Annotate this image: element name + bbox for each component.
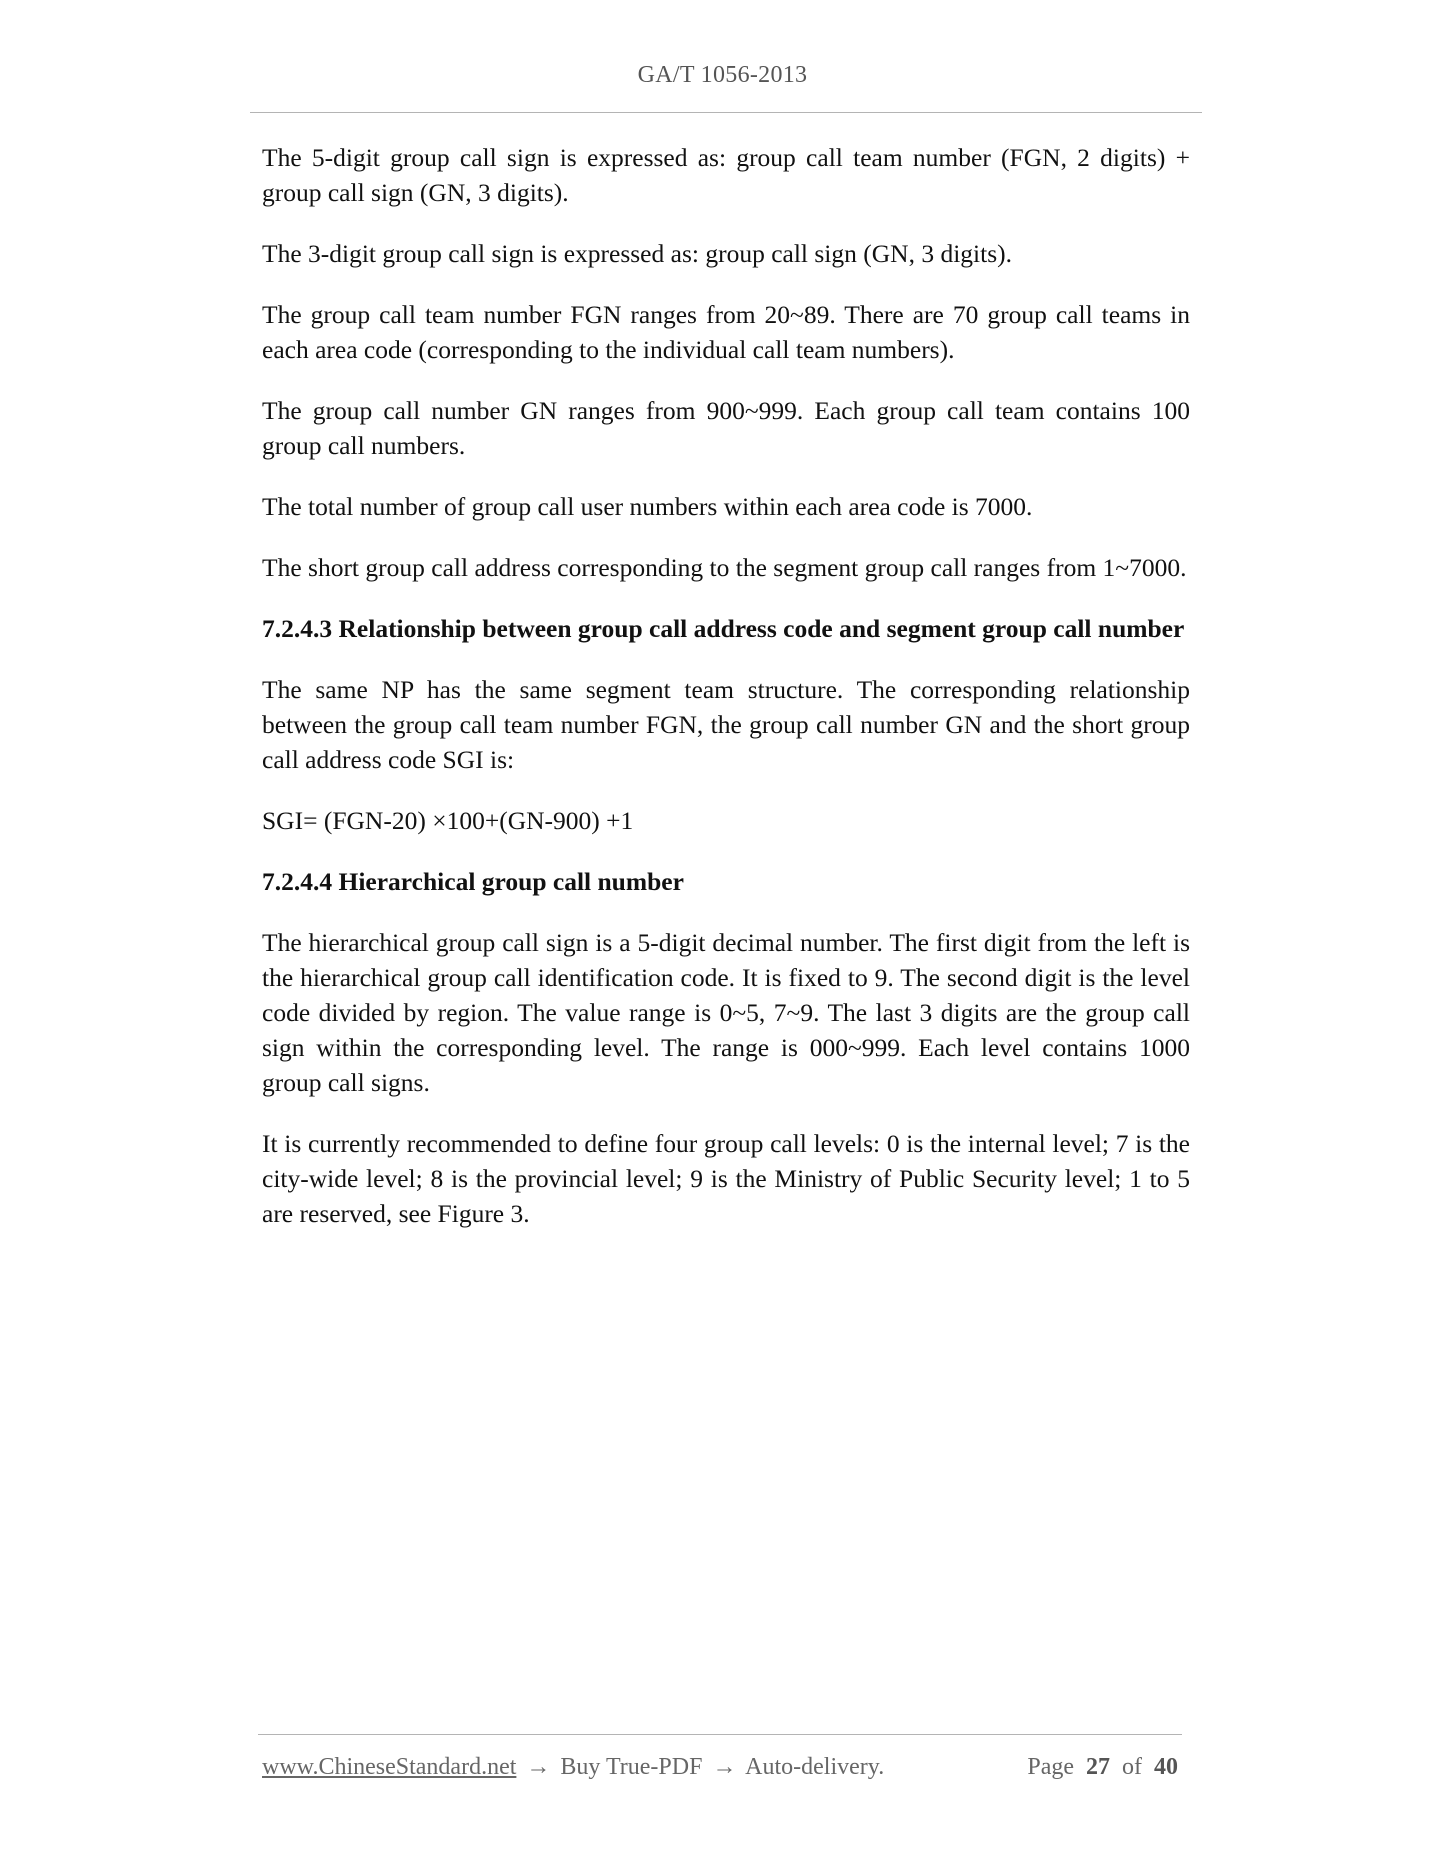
paragraph-total-numbers: The total number of group call user numbers within each area code is 7000.	[262, 492, 1033, 521]
site-link[interactable]: www.ChineseStandard.net	[262, 1754, 517, 1780]
arrow-right-icon: →	[526, 1754, 551, 1780]
paragraph-gn-range: The group call number GN ranges from 900~999. Each group call team contains 100 group call numbers.	[262, 396, 1190, 460]
paragraph-three-digit-call-sign: The 3-digit group call sign is expressed as: group call sign (GN, 3 digits).	[262, 239, 1012, 268]
arrow-right-icon: →	[712, 1754, 737, 1780]
paragraph-hierarchical-call-sign: The hierarchical group call sign is a 5-digit decimal number. The first digit from the left is the hierarchical group call identification code. It is fixed to 9. The second digit is the level code divided by region. The value range is 0~5, 7~9. The last 3 digits are the group call sign within the corresponding level. The range is 000~999. Each level contains 1000 group call signs.	[262, 928, 1190, 1097]
buy-true-pdf-text: Buy True-PDF	[560, 1754, 703, 1780]
paragraph-five-digit-call-sign: The 5-digit group call sign is expressed as: group call team number (FGN, 2 digits) + group call sign (GN, 3 digits).	[262, 143, 1190, 207]
paragraph-segment-structure: The same NP has the same segment team structure. The corresponding relationship between the group call team number FGN, the group call number GN and the short group call address code SGI is:	[262, 675, 1190, 774]
paragraph-short-address-range: The short group call address corresponding to the segment group call ranges from 1~7000.	[262, 553, 1187, 582]
section-heading-7-2-4-3: 7.2.4.3 Relationship between group call address code and segment group call number	[262, 614, 1185, 643]
footer-promo	[262, 1754, 884, 1781]
page-body	[262, 140, 1190, 1257]
page-indicator	[1027, 1754, 1178, 1781]
of-label: of	[1122, 1754, 1142, 1780]
formula-sgi: SGI= (FGN-20) ×100+(GN-900) +1	[262, 806, 634, 835]
footer-divider	[258, 1734, 1182, 1735]
section-heading-7-2-4-4: 7.2.4.4 Hierarchical group call number	[262, 867, 684, 896]
header-divider	[250, 112, 1202, 113]
running-header: GA/T 1056-2013	[637, 62, 808, 88]
auto-delivery-text: Auto-delivery.	[745, 1754, 885, 1780]
page-label: Page	[1027, 1754, 1074, 1780]
paragraph-group-call-levels: It is currently recommended to define four group call levels: 0 is the internal level; 7 is the city-wide level; 8 is the provincial level; 9 is the Ministry of Public Security level; 1 to 5 are reserved, see Figure 3.	[262, 1129, 1190, 1228]
total-pages: 40	[1154, 1754, 1178, 1780]
page-number: 27	[1086, 1754, 1110, 1780]
paragraph-fgn-range: The group call team number FGN ranges from 20~89. There are 70 group call teams in each area code (corresponding to the individual call team numbers).	[262, 300, 1190, 364]
